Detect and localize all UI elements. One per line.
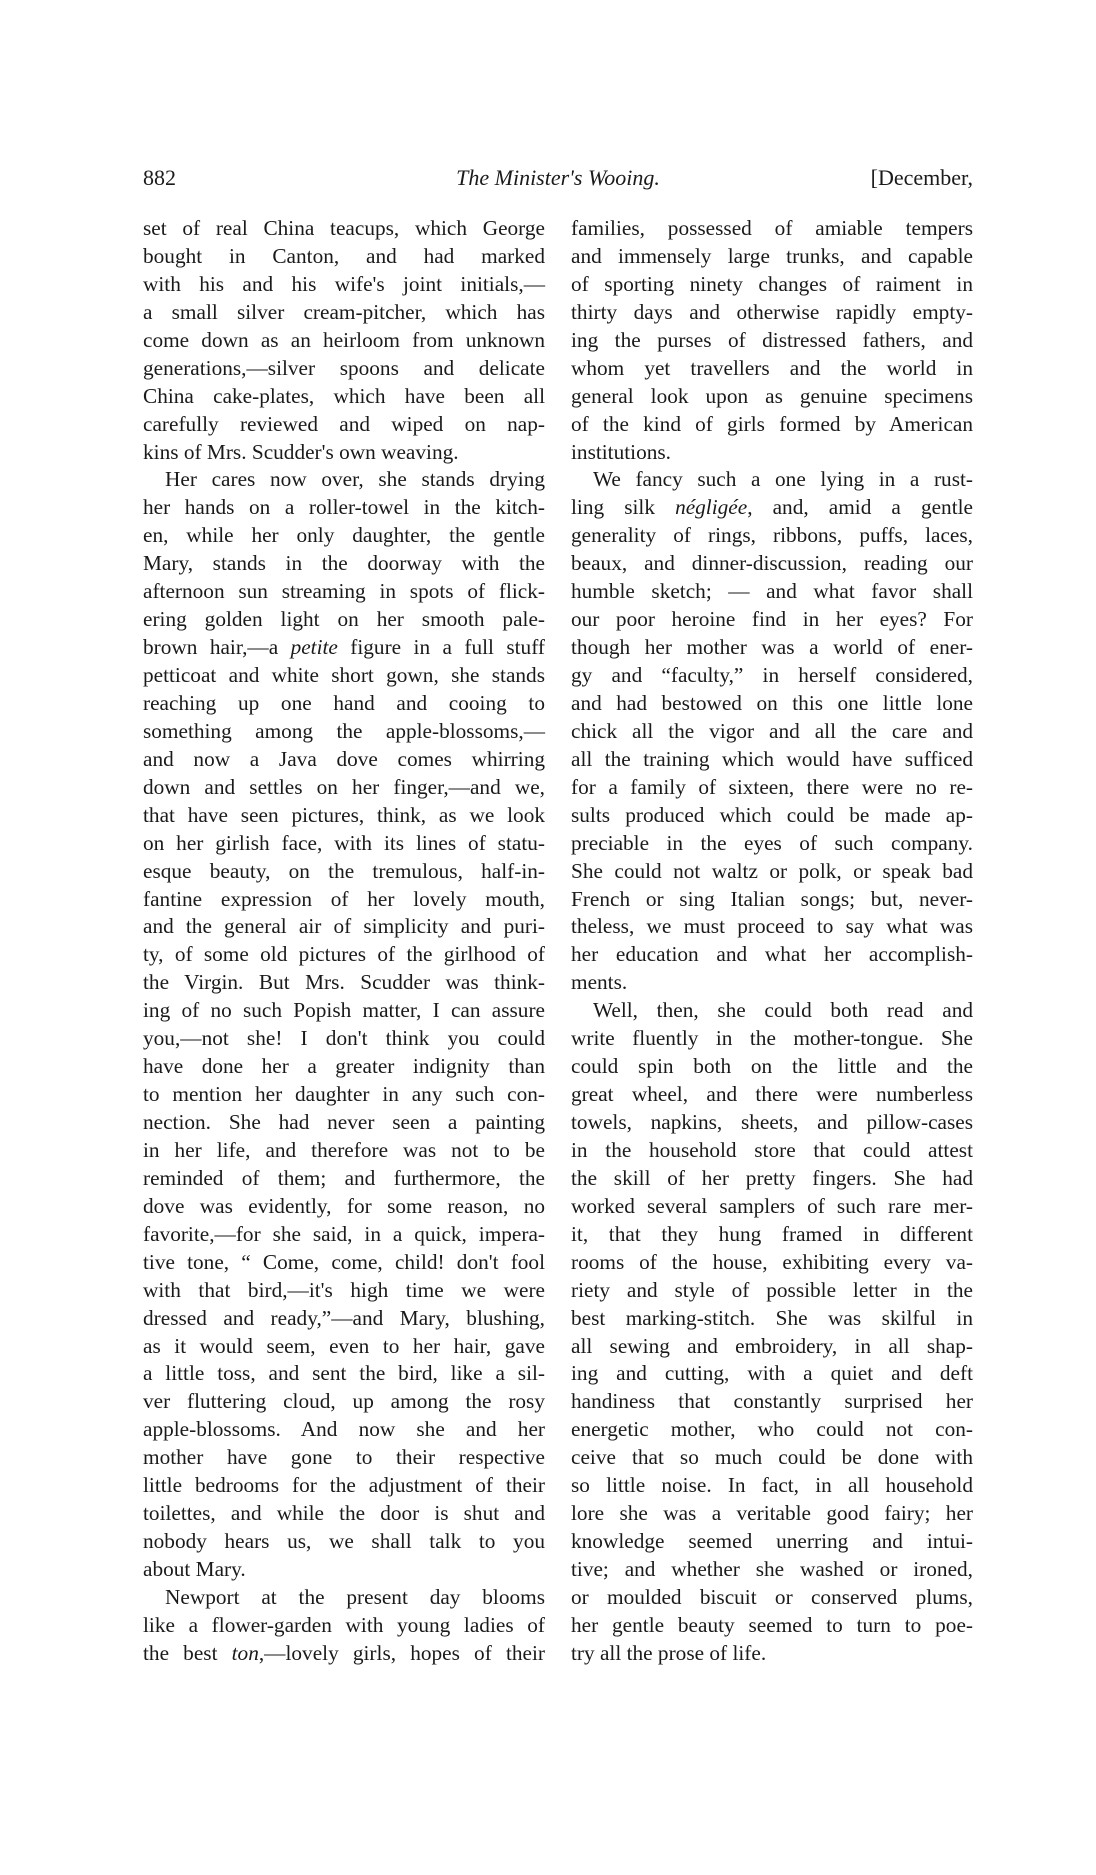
text-line: sults produced which could be made ap- <box>571 802 973 827</box>
text-line: China cake-plates, which have been all <box>143 383 545 408</box>
right-column <box>571 215 973 1668</box>
text-line: so little noise. In fact, in all household <box>571 1473 973 1498</box>
text-line: preciable in the eyes of such company. <box>571 830 973 855</box>
text-line: tive; and whether she washed or ironed, <box>571 1557 973 1581</box>
text-line: knowledge seemed unerring and intui- <box>571 1529 973 1554</box>
page-number: 882 <box>143 165 176 190</box>
text-line: have done her a greater indignity than <box>143 1054 545 1079</box>
text-line: ing and cutting, with a quiet and deft <box>571 1361 973 1386</box>
text-line: esque beauty, on the tremulous, half-in- <box>143 858 545 883</box>
text-line: fantine expression of her lovely mouth, <box>143 886 545 911</box>
text-line: French or sing Italian songs; but, never- <box>571 886 973 911</box>
text-line: institutions. <box>571 439 671 464</box>
text-line: We fancy such a one lying in a rust- <box>593 467 973 492</box>
text-line: down and settles on her finger,—and we, <box>143 774 545 799</box>
left-column <box>143 215 545 1668</box>
text-line: come down as an heirloom from unknown <box>143 327 545 352</box>
text-line: on her girlish face, with its lines of statu- <box>143 830 545 855</box>
text-line: ments. <box>571 970 628 995</box>
text-line: the Virgin. But Mrs. Scudder was think- <box>143 970 545 995</box>
text-line: petticoat and white short gown, she stands <box>143 663 545 687</box>
text-line: ing the purses of distressed fathers, and <box>571 327 973 352</box>
text-line: lore she was a veritable good fairy; her <box>571 1501 973 1526</box>
text-line: brown hair,—a petite figure in a full stuff <box>143 635 545 660</box>
text-line: little bedrooms for the adjustment of their <box>143 1473 545 1498</box>
text-line: great wheel, and there were numberless <box>571 1082 973 1107</box>
text-line: set of real China teacups, which George <box>143 216 545 240</box>
text-line: ing of no such Popish matter, I can assure <box>143 998 545 1023</box>
text-line: you,—not she! I don't think you could <box>143 1026 545 1051</box>
text-line: best marking-stitch. She was skilful in <box>571 1305 973 1330</box>
text-line: it, that they hung framed in different <box>571 1221 973 1246</box>
text-line: could spin both on the little and the <box>571 1054 973 1079</box>
text-line: gy and “faculty,” in herself considered, <box>571 663 973 687</box>
running-title: The Minister's Wooing. <box>456 165 660 190</box>
text-line: riety and style of possible letter in the <box>571 1277 973 1302</box>
text-line: toilettes, and while the door is shut and <box>143 1501 545 1526</box>
text-line: and now a Java dove comes whirring <box>143 746 545 771</box>
text-line: a small silver cream-pitcher, which has <box>143 299 545 324</box>
text-line: rooms of the house, exhibiting every va- <box>571 1249 973 1274</box>
text-line: though her mother was a world of ener- <box>571 635 973 660</box>
text-line: and immensely large trunks, and capable <box>571 243 973 268</box>
text-line: energetic mother, who could not con- <box>571 1417 973 1442</box>
text-line: Newport at the present day blooms <box>165 1584 545 1609</box>
text-line: in the household store that could attest <box>571 1137 973 1162</box>
text-line: kins of Mrs. Scudder's own weaving. <box>143 439 459 464</box>
text-line: ceive that so much could be done with <box>571 1445 973 1470</box>
text-line: about Mary. <box>143 1557 246 1581</box>
text-line: ering golden light on her smooth pale- <box>143 607 545 632</box>
text-line: general look upon as genuine specimens <box>571 383 973 408</box>
text-line: She could not waltz or polk, or speak bad <box>571 858 973 883</box>
text-line: with that bird,—it's high time we were <box>143 1277 545 1302</box>
text-line: or moulded biscuit or conserved plums, <box>571 1584 973 1609</box>
text-line: the best ton,—lovely girls, hopes of their <box>143 1640 545 1665</box>
text-line: families, possessed of amiable tempers <box>571 216 973 240</box>
text-line: of sporting ninety changes of raiment in <box>571 271 973 296</box>
text-line: and had bestowed on this one little lone <box>571 690 973 715</box>
text-line: tive tone, “ Come, come, child! don't fool <box>143 1249 545 1274</box>
text-line: her hands on a roller-towel in the kitch- <box>143 495 545 520</box>
text-line: the skill of her pretty fingers. She had <box>571 1165 973 1190</box>
text-line: something among the apple-blossoms,— <box>143 718 545 743</box>
text-line: and the general air of simplicity and puri- <box>143 914 545 939</box>
text-line: dressed and ready,”—and Mary, blushing, <box>143 1305 545 1330</box>
text-line: beaux, and dinner-discussion, reading our <box>571 551 973 576</box>
text-line: Well, then, she could both read and <box>593 998 973 1023</box>
text-line: apple-blossoms. And now she and her <box>143 1417 545 1442</box>
text-line: theless, we must proceed to say what was <box>571 914 973 939</box>
text-line: that have seen pictures, think, as we look <box>143 802 545 827</box>
text-line: handiness that constantly surprised her <box>571 1389 973 1414</box>
text-line: dove was evidently, for some reason, no <box>143 1193 545 1218</box>
text-line: all the training which would have sufficed <box>571 746 973 771</box>
text-line: whom yet travellers and the world in <box>571 355 973 380</box>
text-line: all sewing and embroidery, in all shap- <box>571 1333 973 1358</box>
text-line: mother have gone to their respective <box>143 1445 545 1470</box>
text-line: like a flower-garden with young ladies of <box>143 1612 545 1637</box>
text-line: bought in Canton, and had marked <box>143 243 545 268</box>
text-line: of the kind of girls formed by American <box>571 411 973 436</box>
text-line: humble sketch; — and what favor shall <box>571 579 973 604</box>
text-line: with his and his wife's joint initials,— <box>143 271 545 296</box>
text-line: favorite,—for she said, in a quick, impera- <box>143 1221 545 1246</box>
text-line: ling silk négligée, and, amid a gentle <box>571 495 973 520</box>
text-line: generations,—silver spoons and delicate <box>143 355 545 380</box>
text-line: Her cares now over, she stands drying <box>165 467 545 492</box>
running-date: [December, <box>870 165 973 190</box>
text-line: a little toss, and sent the bird, like a sil- <box>143 1361 545 1386</box>
running-head <box>143 163 973 193</box>
text-line: her education and what her accomplish- <box>571 942 973 967</box>
text-line: carefully reviewed and wiped on nap- <box>143 411 545 436</box>
text-line: worked several samplers of such rare mer- <box>571 1193 973 1218</box>
text-line: our poor heroine find in her eyes? For <box>571 607 973 632</box>
text-line: nection. She had never seen a painting <box>143 1110 545 1134</box>
text-line: in her life, and therefore was not to be <box>143 1137 545 1162</box>
text-line: en, while her only daughter, the gentle <box>143 523 545 548</box>
text-line: to mention her daughter in any such con- <box>143 1082 545 1107</box>
text-line: for a family of sixteen, there were no re- <box>571 774 973 799</box>
text-line: towels, napkins, sheets, and pillow-cases <box>571 1110 973 1134</box>
text-line: generality of rings, ribbons, puffs, laces, <box>571 523 973 548</box>
text-line: thirty days and otherwise rapidly empty- <box>571 299 973 324</box>
text-line: nobody hears us, we shall talk to you <box>143 1529 545 1554</box>
text-line: reaching up one hand and cooing to <box>143 690 545 715</box>
text-line: write fluently in the mother-tongue. She <box>571 1026 973 1051</box>
text-line: ver fluttering cloud, up among the rosy <box>143 1389 545 1414</box>
text-line: chick all the vigor and all the care and <box>571 718 973 743</box>
text-line: reminded of them; and furthermore, the <box>143 1165 545 1190</box>
text-line: try all the prose of life. <box>571 1640 767 1665</box>
text-line: Mary, stands in the doorway with the <box>143 551 545 576</box>
text-line: her gentle beauty seemed to turn to poe- <box>571 1612 973 1637</box>
text-line: afternoon sun streaming in spots of flick- <box>143 579 545 604</box>
text-line: as it would seem, even to her hair, gave <box>143 1333 545 1358</box>
text-line: ty, of some old pictures of the girlhood of <box>143 942 545 967</box>
